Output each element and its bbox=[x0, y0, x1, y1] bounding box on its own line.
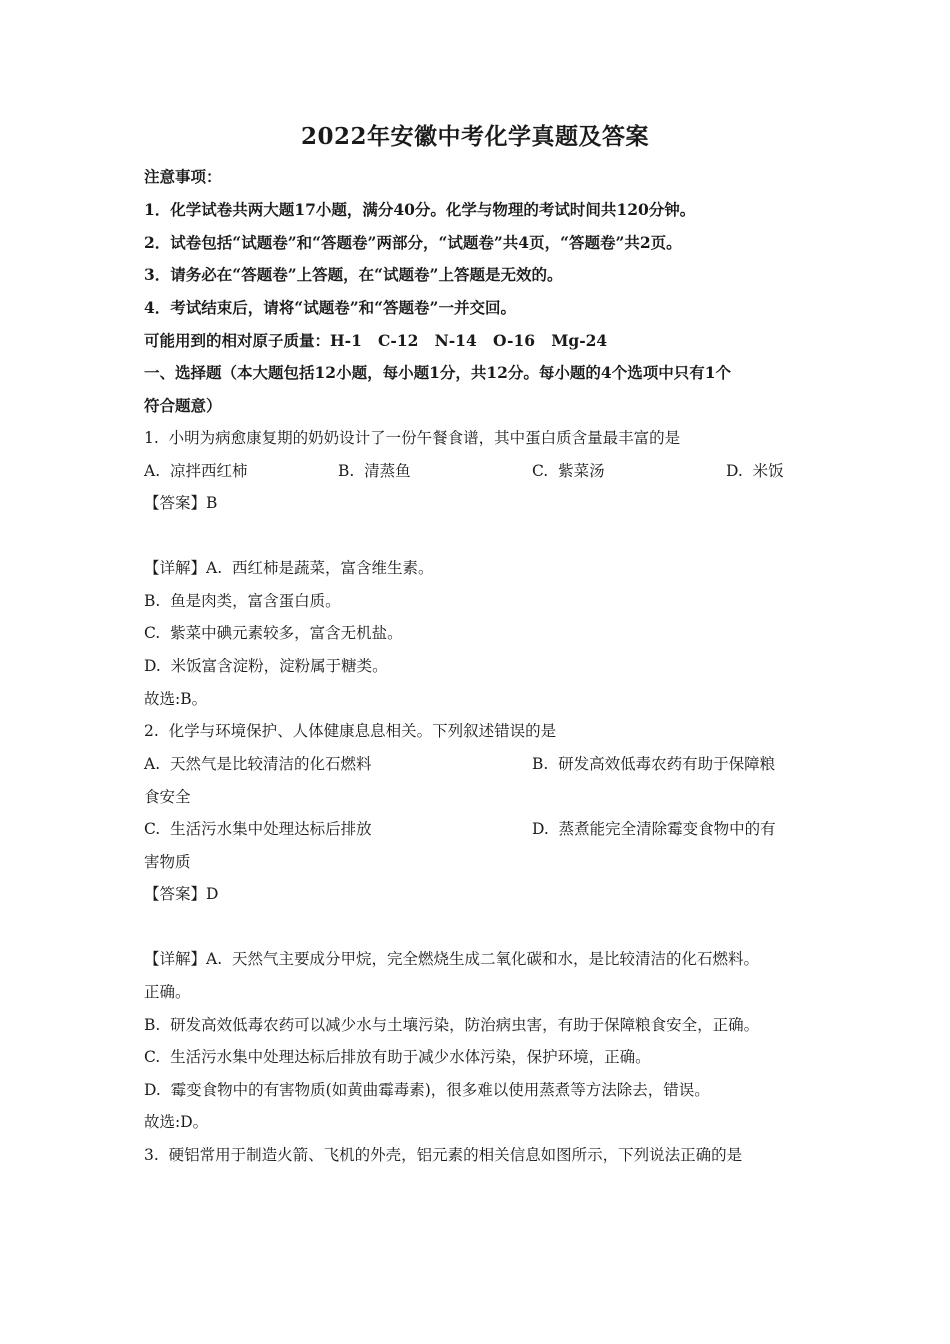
document-title: 2022年安徽中考化学真题及答案 bbox=[300, 123, 649, 150]
q1-option-b: B. 清蒸鱼 bbox=[338, 462, 411, 480]
q1-option-c: C. 紫菜汤 bbox=[532, 462, 605, 480]
q2-detail-line: B. 研发高效低毒农药可以减少水与土壤污染，防治病虫害，有助于保障粮食安全，正确。 bbox=[144, 1016, 760, 1034]
notice-item-3: 3．请务必在“答题卷”上答题，在“试题卷”上答题是无效的。 bbox=[144, 265, 563, 284]
q2-detail-line: D. 霉变食物中的有害物质(如黄曲霉毒素)，很多难以使用蒸煮等方法除去，错误。 bbox=[144, 1081, 710, 1099]
q1-answer: 【答案】B bbox=[144, 494, 218, 512]
q2-option-b-continued: 食安全 bbox=[144, 788, 191, 806]
q2-option-b: B. 研发高效低毒农药有助于保障粮 bbox=[532, 755, 776, 773]
q2-answer: 【答案】D bbox=[144, 885, 219, 903]
q1-stem: 1. 小明为病愈康复期的奶奶设计了一份午餐食谱，其中蛋白质含量最丰富的是 bbox=[144, 429, 681, 447]
q2-option-a: A. 天然气是比较清洁的化石燃料 bbox=[144, 755, 372, 773]
atomic-masses: 可能用到的相对原子质量：H-1 C-12 N-14 O-16 Mg-24 bbox=[144, 331, 608, 350]
q1-option-a: A. 凉拌西红柿 bbox=[144, 462, 248, 480]
notice-heading: 注意事项： bbox=[144, 167, 222, 186]
q2-conclusion: 故选:D。 bbox=[144, 1113, 209, 1131]
notice-item-2: 2．试卷包括“试题卷”和“答题卷”两部分，“试题卷”共4页，“答题卷”共2页。 bbox=[144, 233, 682, 252]
q2-stem: 2. 化学与环境保护、人体健康息息相关。下列叙述错误的是 bbox=[144, 722, 557, 740]
q2-option-d-continued: 害物质 bbox=[144, 853, 191, 871]
q2-detail-line: 正确。 bbox=[144, 983, 191, 1001]
notice-item-1: 1．化学试卷共两大题17小题，满分40分。化学与物理的考试时间共120分钟。 bbox=[144, 200, 696, 219]
q1-conclusion: 故选:B。 bbox=[144, 690, 208, 708]
q2-option-c: C. 生活污水集中处理达标后排放 bbox=[144, 820, 372, 838]
q1-detail-line: D. 米饭富含淀粉，淀粉属于糖类。 bbox=[144, 657, 388, 675]
notice-item-4: 4．考试结束后，请将“试题卷”和“答题卷”一并交回。 bbox=[144, 298, 516, 317]
section-heading-line1: 一、选择题（本大题包括12小题，每小题1分，共12分。每小题的4个选项中只有1个 bbox=[144, 363, 731, 382]
q1-detail-line: C. 紫菜中碘元素较多，富含无机盐。 bbox=[144, 624, 403, 642]
q2-detail-line: 【详解】A. 天然气主要成分甲烷，完全燃烧生成二氧化碳和水，是比较清洁的化石燃料。 bbox=[144, 950, 759, 968]
q1-detail-line: 【详解】A. 西红柿是蔬菜，富含维生素。 bbox=[144, 559, 434, 577]
q3-stem: 3. 硬铝常用于制造火箭、飞机的外壳，铝元素的相关信息如图所示，下列说法正确的是 bbox=[144, 1146, 743, 1164]
q2-option-d: D. 蒸煮能完全清除霉变食物中的有 bbox=[532, 820, 776, 838]
q2-detail-line: C. 生活污水集中处理达标后排放有助于减少水体污染，保护环境，正确。 bbox=[144, 1048, 651, 1066]
q1-detail-line: B. 鱼是肉类，富含蛋白质。 bbox=[144, 592, 341, 610]
section-heading-line2: 符合题意） bbox=[144, 396, 222, 415]
q1-option-d: D. 米饭 bbox=[726, 462, 784, 480]
